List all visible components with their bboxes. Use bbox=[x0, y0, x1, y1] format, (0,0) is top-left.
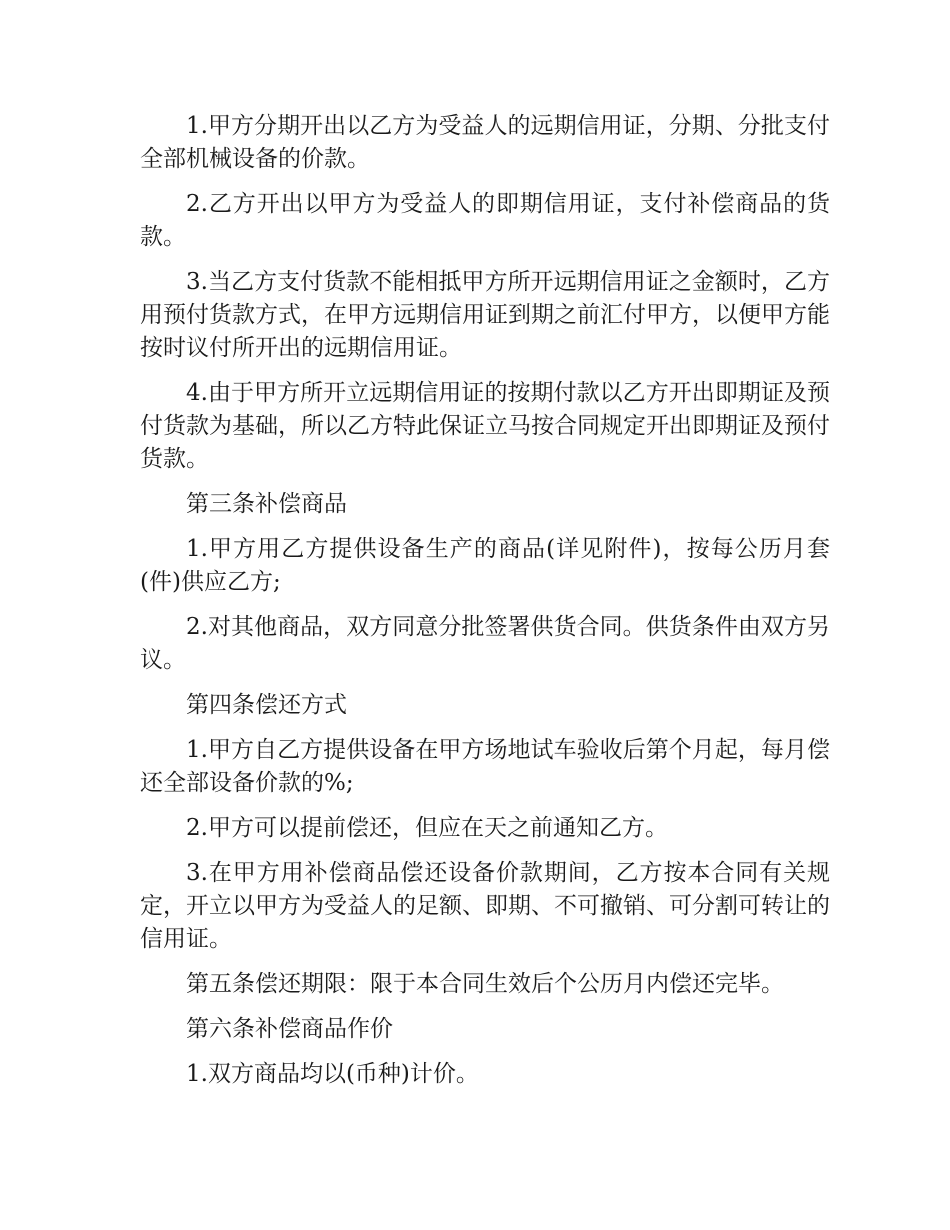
article-4-item-3: 3.在甲方用补偿商品偿还设备价款期间，乙方按本合同有关规定，开立以甲方为受益人的足额、即期、不可撤销、可分割可转让的信用证。 bbox=[140, 860, 830, 952]
article-4-heading: 第四条偿还方式 bbox=[186, 692, 347, 718]
article-3-item-2: 2.对其他商品，双方同意分批签署供货合同。供货条件由双方另议。 bbox=[140, 614, 830, 673]
article-4-item-2: 2.甲方可以提前偿还，但应在天之前通知乙方。 bbox=[186, 815, 668, 841]
clause-payment-item-3: 3.当乙方支付货款不能相抵甲方所开远期信用证之金额时，乙方用预付货款方式，在甲方远期信用证到期之前汇付甲方，以便甲方能按时议付所开出的远期信用证。 bbox=[140, 269, 830, 361]
document-body bbox=[140, 110, 830, 1103]
article-3-heading: 第三条补偿商品 bbox=[186, 491, 347, 517]
article-6-item-1: 1.双方商品均以(币种)计价。 bbox=[186, 1061, 479, 1087]
clause-payment-item-4: 4.由于甲方所开立远期信用证的按期付款以乙方开出即期证及预付货款为基础，所以乙方特此保证立马按合同规定开出即期证及预付货款。 bbox=[140, 380, 830, 472]
article-6-heading: 第六条补偿商品作价 bbox=[186, 1016, 393, 1042]
clause-payment-item-2: 2.乙方开出以甲方为受益人的即期信用证，支付补偿商品的货款。 bbox=[140, 191, 830, 250]
article-3-item-1: 1.甲方用乙方提供设备生产的商品(详见附件)，按每公历月套(件)供应乙方; bbox=[140, 536, 830, 595]
article-4-item-1: 1.甲方自乙方提供设备在甲方场地试车验收后第个月起，每月偿还全部设备价款的%; bbox=[140, 737, 830, 796]
clause-payment-item-1: 1.甲方分期开出以乙方为受益人的远期信用证，分期、分批支付全部机械设备的价款。 bbox=[140, 113, 830, 172]
article-5-heading: 第五条偿还期限：限于本合同生效后个公历月内偿还完毕。 bbox=[186, 971, 784, 997]
